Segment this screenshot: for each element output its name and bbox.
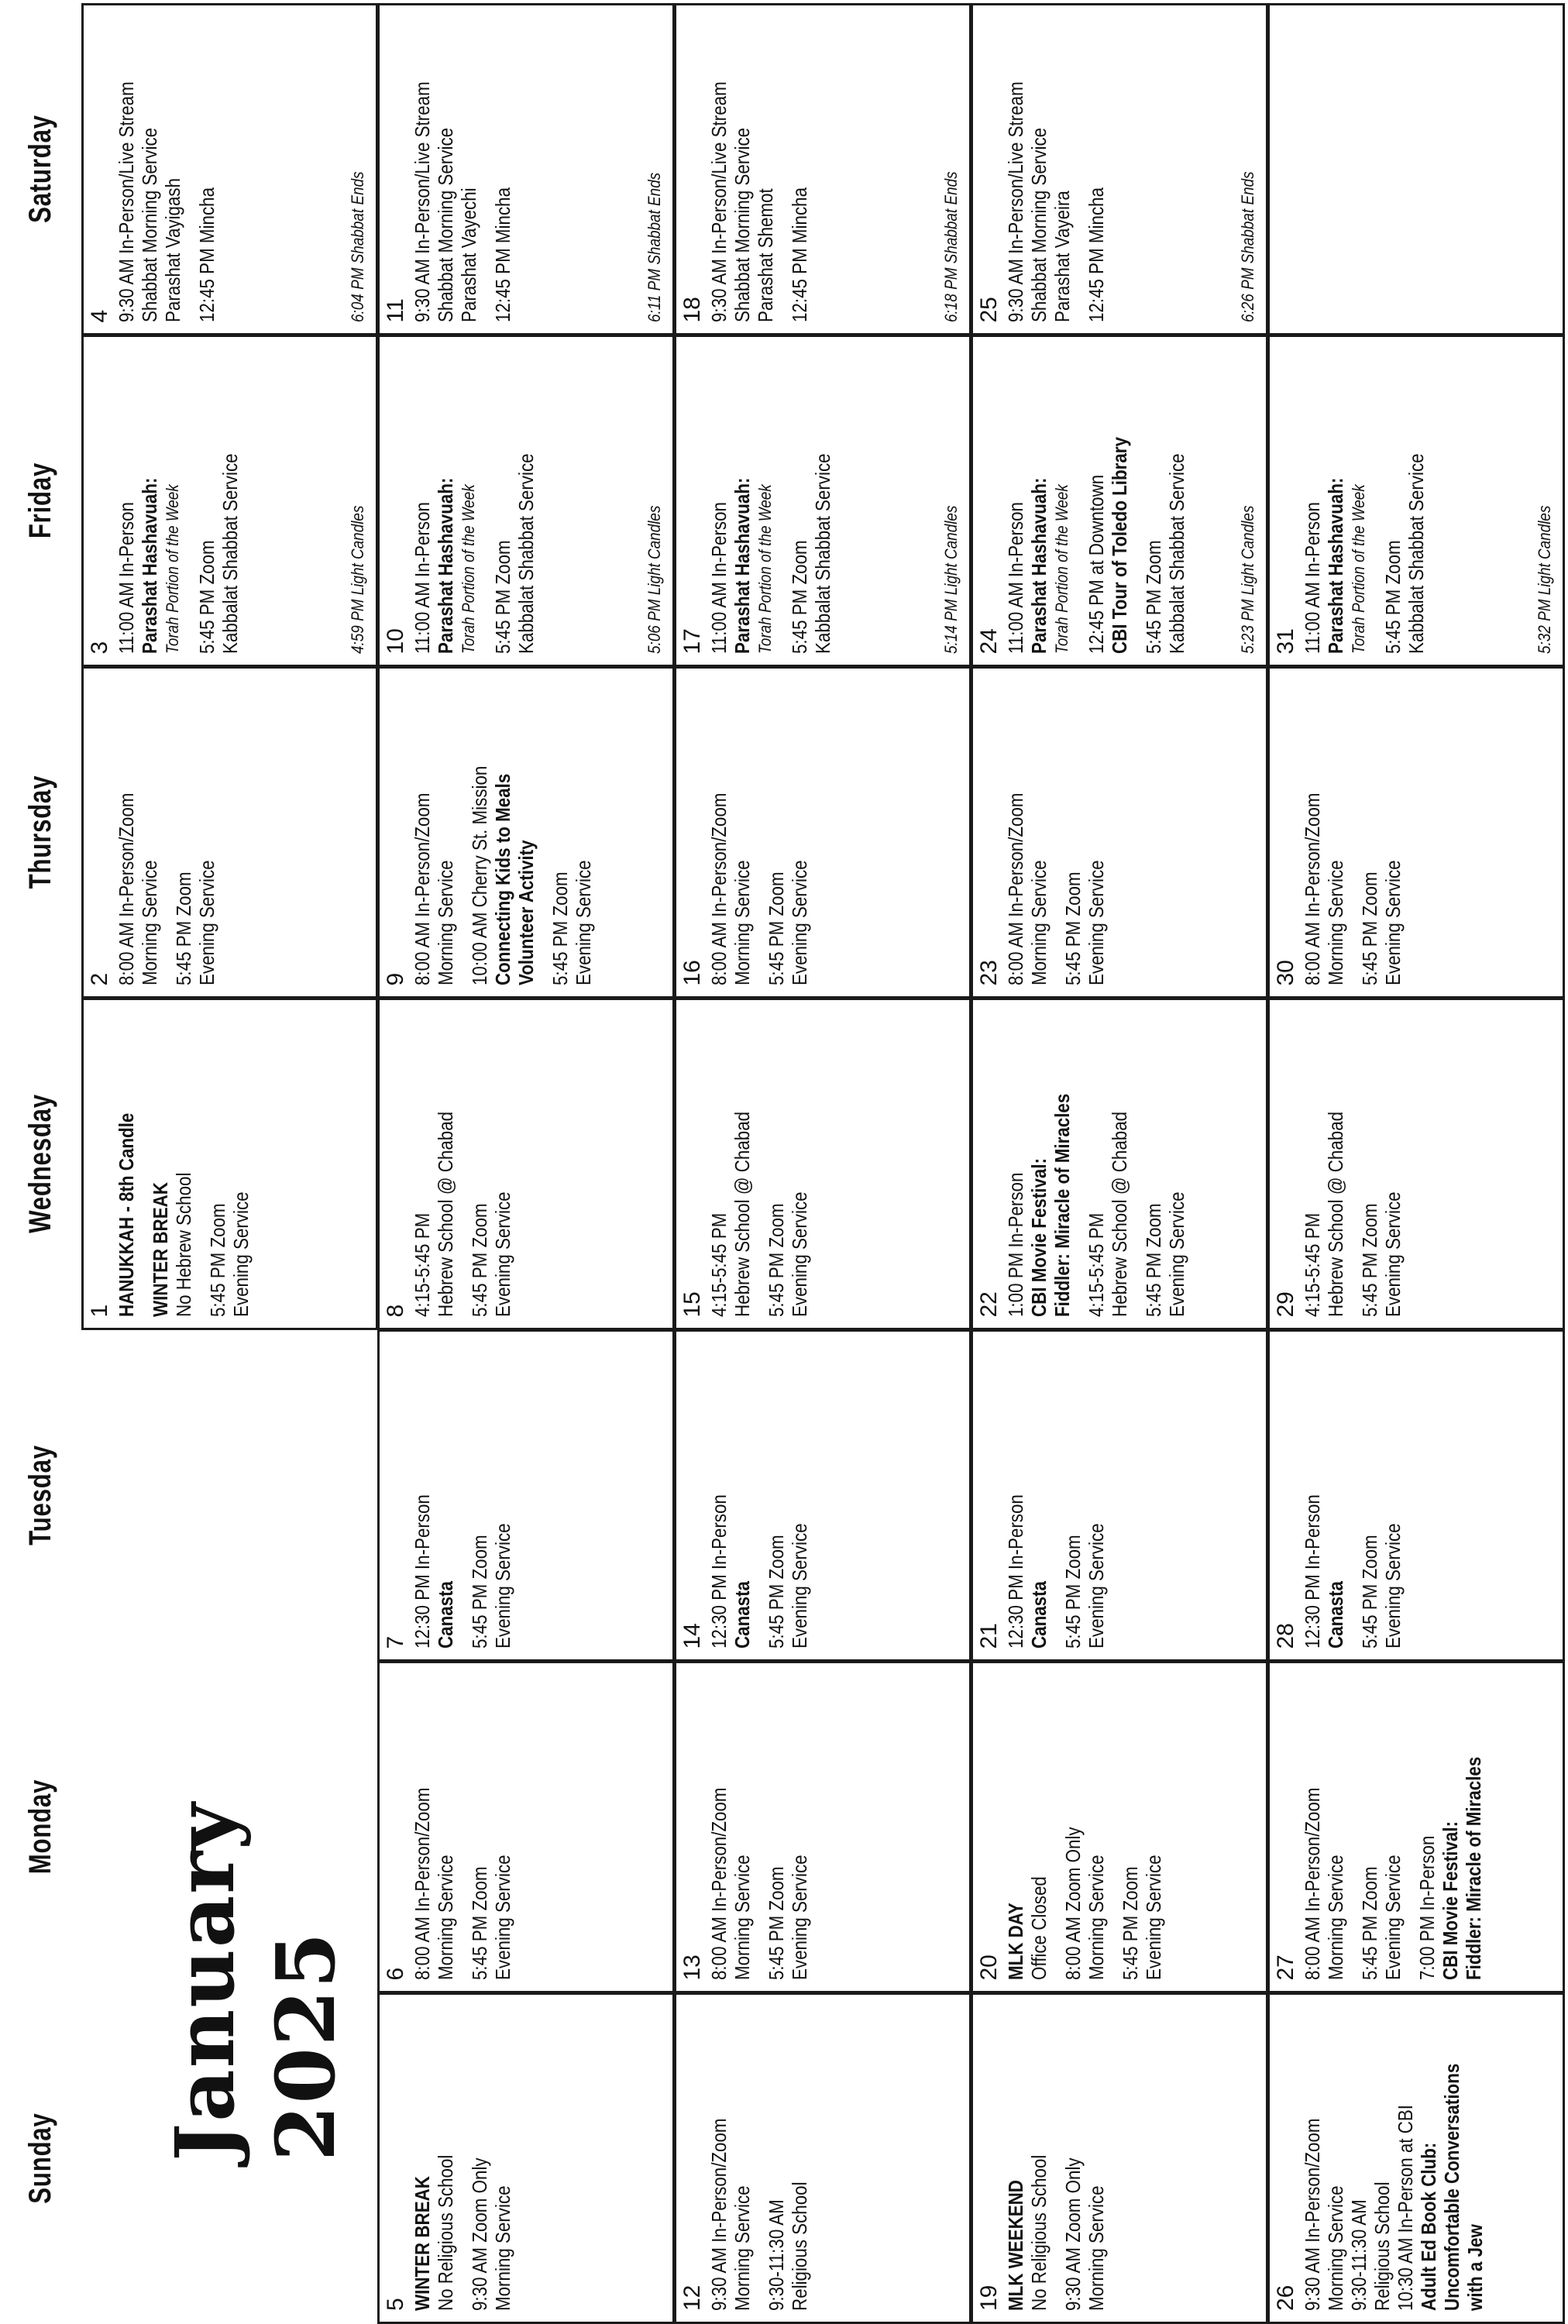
candle-time-note: 6:11 PM Shabbat Ends [645,173,664,323]
event-line: Adult Ed Book Club: [1416,2142,1440,2311]
event-line: 5:45 PM Zoom [490,540,514,655]
day-cell [674,666,972,999]
event-list [707,13,811,323]
event-line: Evening Service [1164,1191,1188,1318]
event-line: WINTER BREAK [410,2176,434,2311]
event-spacer [754,2003,765,2311]
day-cell [81,666,378,999]
event-line: 4:15-5:45 PM [410,1213,434,1318]
event-list [1004,2003,1108,2311]
event-spacer [1131,345,1142,655]
event-line: 7:00 PM In-Person [1415,1836,1439,1981]
event-line: 11:00 AM In-Person [115,502,138,655]
event-line: 5:45 PM Zoom [1061,871,1085,986]
event-line: Evening Service [1084,860,1108,986]
event-list [707,1339,811,1649]
event-line: Parashat Hashavuah: [1026,478,1050,655]
event-line: Torah Portion of the Week [1348,484,1368,655]
event-line: Evening Service [787,1191,811,1318]
candle-time-note: 5:06 PM Light Candles [645,506,664,655]
event-line: 5:45 PM Zoom [764,1535,788,1649]
day-number: 30 [1272,960,1298,986]
event-spacer [754,1671,765,1981]
event-line: No Hebrew School [172,1173,195,1318]
candle-time-note: 6:04 PM Shabbat Ends [348,171,367,323]
event-list [115,1008,253,1318]
event-spacer [1370,345,1381,655]
event-spacer [1347,676,1358,986]
event-line: Hebrew School @ Chabad [1323,1112,1347,1318]
event-line: 5:45 PM Zoom [467,1203,491,1318]
event-list [1301,1671,1485,1981]
event-line: 5:45 PM Zoom [1357,1866,1381,1981]
day-number: 13 [679,1954,705,1981]
day-header-monday: Monday [23,1779,57,1875]
event-list [411,2003,514,2311]
event-spacer [754,1008,765,1318]
event-line: Religious School [787,2181,811,2311]
day-header-sunday: Sunday [23,2113,57,2204]
event-line: Morning Service [730,1855,754,1981]
event-line: 5:45 PM Zoom [206,1203,229,1318]
event-line: Canasta [433,1581,457,1649]
day-cell [971,1661,1269,1994]
event-list [411,13,514,323]
event-line: 5:45 PM Zoom [1118,1866,1142,1981]
event-spacer [457,676,468,986]
event-line: Kabbalat Shabbat Service [810,453,834,655]
event-spacer [1050,2003,1061,2311]
event-line: 8:00 AM In-Person/Zoom [707,792,731,986]
event-spacer [1108,1671,1119,1981]
event-line: MLK WEEKEND [1003,2180,1027,2311]
day-number: 10 [382,628,408,655]
event-list [1301,1339,1405,1649]
event-spacer [457,1008,468,1318]
event-line: Torah Portion of the Week [1051,484,1071,655]
event-spacer [1050,1339,1061,1649]
event-line: Parashat Vayeira [1050,191,1074,323]
event-spacer [161,676,172,986]
day-number: 28 [1272,1623,1298,1649]
event-spacer [138,1008,149,1318]
event-list [1301,1008,1405,1318]
event-spacer [1131,1008,1142,1318]
event-spacer [1074,1008,1085,1318]
day-cell [377,335,676,668]
event-line: 8:00 AM In-Person/Zoom [410,1787,434,1981]
event-line: 5:45 PM Zoom [1357,871,1381,986]
event-line: 5:45 PM Zoom [548,871,572,986]
event-line: 11:00 AM In-Person [1300,502,1324,655]
event-line: 8:00 AM In-Person/Zoom [1003,792,1027,986]
event-spacer [195,1008,206,1318]
event-line: 11:00 AM In-Person [1003,502,1027,655]
event-list [707,345,834,655]
day-cell [971,666,1269,999]
event-list [1004,1008,1188,1318]
candle-time-note: 4:59 PM Light Candles [348,506,367,655]
day-number: 18 [679,297,705,323]
event-line: Morning Service [1026,860,1050,986]
event-line: 5:45 PM Zoom [764,871,788,986]
event-line: CBI Movie Festival: [1438,1821,1462,1981]
event-line: Office Closed [1026,1876,1050,1981]
event-line: 9:30-11:30 AM [764,2199,788,2311]
day-cell [377,1661,676,1994]
day-cell [377,3,676,336]
event-spacer [1405,1671,1415,1981]
day-cell [1267,335,1566,668]
event-line: Torah Portion of the Week [755,484,775,655]
event-spacer [1347,1671,1358,1981]
event-line: 5:45 PM Zoom [1141,1203,1165,1318]
event-line: Uncomfortable Conversations [1439,2063,1463,2311]
event-line: Morning Service [138,860,161,986]
event-line: Evening Service [787,1523,811,1649]
event-line: Evening Service [787,1855,811,1981]
day-number: 14 [679,1623,705,1649]
event-spacer [480,13,491,323]
day-cell [1267,998,1566,1331]
event-line: Evening Service [1381,1855,1405,1981]
event-line: No Religious School [1026,2154,1050,2311]
event-line: 5:45 PM Zoom [195,540,218,655]
candle-time-note: 5:32 PM Light Candles [1535,506,1554,655]
day-number: 20 [975,1954,1002,1981]
event-line: Morning Service [1323,2185,1347,2311]
event-line: Fiddler: Miracle of Miracles [1050,1094,1074,1318]
event-line: Shabbat Morning Service [138,128,161,323]
event-spacer [538,676,548,986]
event-list [1301,2003,1487,2311]
event-line: 9:30 AM In-Person/Live Stream [410,81,434,323]
event-line: 5:45 PM Zoom [764,1866,788,1981]
day-number: 8 [382,1304,408,1318]
day-number: 17 [679,628,705,655]
event-line: No Religious School [433,2154,457,2311]
day-header-friday: Friday [23,462,57,539]
event-line: 5:45 PM Zoom [172,871,195,986]
event-line: Fiddler: Miracle of Miracles [1461,1757,1485,1981]
event-line: Morning Service [730,860,754,986]
event-line: 8:00 AM In-Person/Zoom [1300,792,1324,986]
event-line: Evening Service [229,1191,253,1318]
event-line: 9:30 AM In-Person/Zoom [707,2118,731,2311]
event-line: Evening Service [1141,1855,1165,1981]
event-line: 12:30 PM In-Person [410,1494,434,1649]
event-line: MLK DAY [1003,1903,1027,1981]
day-cell [377,666,676,999]
day-cell [971,3,1269,336]
event-line: Morning Service [1084,1855,1108,1981]
event-line: 12:45 PM Mincha [787,187,811,323]
event-line: Evening Service [490,1191,514,1318]
day-number: 12 [679,2284,705,2311]
day-number: 26 [1272,2284,1298,2311]
day-header-saturday: Saturday [23,115,57,223]
event-line: Evening Service [1084,1523,1108,1649]
day-header-wednesday: Wednesday [23,1094,57,1233]
event-spacer [1074,13,1085,323]
event-list [115,13,218,323]
day-number: 9 [382,972,408,986]
event-line: 12:30 PM In-Person [707,1494,731,1649]
event-line: Canasta [730,1581,754,1649]
day-number: 4 [87,309,112,323]
event-list [115,345,242,655]
day-cell [81,335,378,668]
event-line: 12:30 PM In-Person [1003,1494,1027,1649]
event-line: 12:45 PM at Downtown [1084,475,1108,655]
event-line: 5:45 PM Zoom [1357,1535,1381,1649]
day-cell [674,1992,972,2324]
event-list [707,1008,811,1318]
event-line: Morning Service [433,1855,457,1981]
event-line: 9:30 AM Zoom Only [1061,2157,1085,2311]
day-number: 24 [975,628,1002,655]
event-list [411,1008,514,1318]
event-line: Hebrew School @ Chabad [730,1112,754,1318]
event-line: Kabbalat Shabbat Service [1404,453,1428,655]
event-line: 5:45 PM Zoom [467,1866,491,1981]
event-line: 12:45 PM Mincha [490,187,514,323]
event-line: 8:00 AM Zoom Only [1061,1827,1085,1981]
event-line: 8:00 AM In-Person/Zoom [115,792,138,986]
candle-time-note: 6:26 PM Shabbat Ends [1238,171,1257,323]
event-line: CBI Tour of Toledo Library [1107,437,1131,655]
event-line: Evening Service [1381,1523,1405,1649]
event-spacer [184,345,195,655]
event-line: Parashat Hashavuah: [138,478,161,655]
day-number: 21 [975,1623,1002,1649]
event-line: Volunteer Activity [514,840,538,986]
event-line: Connecting Kids to Meals [490,774,514,986]
day-cell [971,998,1269,1331]
event-spacer [777,345,788,655]
day-cell [674,3,972,336]
event-line: 8:00 AM In-Person/Zoom [707,1787,731,1981]
day-cell [971,1329,1269,1662]
day-number: 1 [87,1304,112,1318]
event-line: 12:30 PM In-Person [1300,1494,1324,1649]
event-list [1004,1339,1108,1649]
day-cell [1267,3,1566,336]
event-line: Parashat Hashavuah: [1323,478,1347,655]
event-line: 9:30 AM In-Person/Live Stream [707,81,731,323]
event-line: Parashat Hashavuah: [730,478,754,655]
candle-time-note: 6:18 PM Shabbat Ends [941,171,961,323]
event-spacer [1347,1339,1358,1649]
event-line: 8:00 AM In-Person/Zoom [410,792,434,986]
day-number: 31 [1272,628,1298,655]
event-spacer [754,676,765,986]
event-line: 4:15-5:45 PM [1300,1213,1324,1318]
event-spacer [457,1671,468,1981]
event-line: 9:30 AM In-Person/Live Stream [115,81,138,323]
event-line: 11:00 AM In-Person [410,502,434,655]
day-cell [377,1329,676,1662]
event-line: CBI Movie Festival: [1026,1158,1050,1318]
day-cell [377,1992,676,2324]
calendar-title: January 2025 [157,1801,353,2161]
event-list [411,1671,514,1981]
event-line: Evening Service [490,1855,514,1981]
event-line: Evening Service [490,1523,514,1649]
event-line: Kabbalat Shabbat Service [1164,453,1188,655]
candle-time-note: 5:23 PM Light Candles [1238,506,1257,655]
event-line: Parashat Vayigash [161,178,184,323]
day-cell [971,1992,1269,2324]
event-line: Evening Service [571,860,595,986]
event-line: with a Jew [1463,2224,1487,2311]
event-line: 9:30 AM Zoom Only [467,2157,491,2311]
event-line: Parashat Hashavuah: [433,478,457,655]
event-spacer [457,2003,468,2311]
event-list [1301,676,1405,986]
day-number: 27 [1272,1954,1298,1981]
event-line: Shabbat Morning Service [730,128,754,323]
candle-time-note: 5:14 PM Light Candles [941,506,961,655]
event-spacer [777,13,788,323]
day-number: 23 [975,960,1002,986]
day-number: 25 [975,297,1002,323]
event-line: 12:45 PM Mincha [195,187,218,323]
day-cell [81,998,378,1331]
day-cell [674,1661,972,1994]
event-line: 5:45 PM Zoom [1357,1203,1381,1318]
event-line: Morning Service [730,2185,754,2311]
day-number: 22 [975,1291,1002,1318]
event-line: Kabbalat Shabbat Service [218,453,242,655]
day-cell [1267,1992,1566,2324]
event-line: Shabbat Morning Service [1026,128,1050,323]
event-line: 5:45 PM Zoom [764,1203,788,1318]
event-line: Canasta [1026,1581,1050,1649]
event-line: 5:45 PM Zoom [1381,540,1405,655]
day-number: 7 [382,1635,408,1649]
event-list [707,676,811,986]
event-list [1004,13,1108,323]
day-cell [674,1329,972,1662]
day-number: 15 [679,1291,705,1318]
day-cell [81,3,378,336]
event-line: 5:45 PM Zoom [787,540,811,655]
day-cell [377,998,676,1331]
event-line: 10:00 AM Cherry St. Mission [467,766,491,986]
event-line: Hebrew School @ Chabad [433,1112,457,1318]
event-line: Evening Service [787,860,811,986]
day-cell [674,998,972,1331]
event-line: Evening Service [1381,1191,1405,1318]
day-cell [674,335,972,668]
event-line: 10:30 AM In-Person at CBI [1393,2105,1417,2311]
event-line: 5:45 PM Zoom [1141,540,1165,655]
event-line: Morning Service [490,2185,514,2311]
day-number: 19 [975,2284,1002,2311]
day-number: 2 [87,972,112,986]
event-line: 11:00 AM In-Person [707,502,731,655]
event-spacer [1050,1671,1061,1981]
event-list [1301,345,1428,655]
event-line: Shabbat Morning Service [433,128,457,323]
day-number: 11 [382,298,408,323]
day-cell [971,335,1269,668]
day-number: 16 [679,960,705,986]
event-line: Evening Service [195,860,218,986]
day-header-tuesday: Tuesday [23,1445,57,1545]
event-spacer [184,13,195,323]
event-list [707,2003,811,2311]
event-line: Religious School [1370,2181,1394,2311]
event-line: WINTER BREAK [149,1182,172,1318]
event-line: Morning Service [1323,860,1347,986]
event-list [411,676,595,986]
event-line: 8:00 AM In-Person/Zoom [1300,1787,1324,1981]
event-spacer [457,1339,468,1649]
event-list [115,676,218,986]
event-spacer [1074,345,1085,655]
day-header-thursday: Thursday [23,775,57,889]
event-list [411,345,538,655]
event-line: Morning Service [433,860,457,986]
event-line: Parashat Vayechi [456,187,480,323]
event-line: 4:15-5:45 PM [1084,1213,1108,1318]
event-line: Morning Service [1323,1855,1347,1981]
event-line: 5:45 PM Zoom [467,1535,491,1649]
event-spacer [754,1339,765,1649]
event-line: HANUKKAH - 8th Candle [115,1113,138,1318]
event-list [1004,345,1188,655]
event-line: 12:45 PM Mincha [1084,187,1108,323]
event-spacer [1050,676,1061,986]
event-line: Kabbalat Shabbat Service [514,453,538,655]
event-line: 4:15-5:45 PM [707,1213,731,1318]
event-line: Hebrew School @ Chabad [1107,1112,1131,1318]
day-number: 29 [1272,1291,1298,1318]
day-cell [1267,1329,1566,1662]
event-line: 9:30 AM In-Person/Live Stream [1003,81,1027,323]
event-line: Morning Service [1084,2185,1108,2311]
day-number: 3 [87,641,112,655]
day-cell [1267,1661,1566,1994]
event-line: Torah Portion of the Week [163,484,182,655]
day-number: 5 [382,2298,408,2311]
event-spacer [1347,1008,1358,1318]
event-line: Parashat Shemot [753,188,777,323]
day-cell [1267,666,1566,999]
event-spacer [480,345,491,655]
event-line: 5:45 PM Zoom [1061,1535,1085,1649]
event-line: 9:30 AM In-Person/Zoom [1300,2118,1324,2311]
event-list [1004,1671,1165,1981]
event-line: Torah Portion of the Week [458,484,478,655]
event-list [707,1671,811,1981]
event-line: 1:00 PM In-Person [1003,1173,1027,1318]
event-line: 9:30-11:30 AM [1346,2199,1370,2311]
event-list [1004,676,1108,986]
event-list [411,1339,514,1649]
day-number: 6 [382,1967,408,1981]
event-line: Evening Service [1381,860,1405,986]
event-line: Canasta [1323,1581,1347,1649]
